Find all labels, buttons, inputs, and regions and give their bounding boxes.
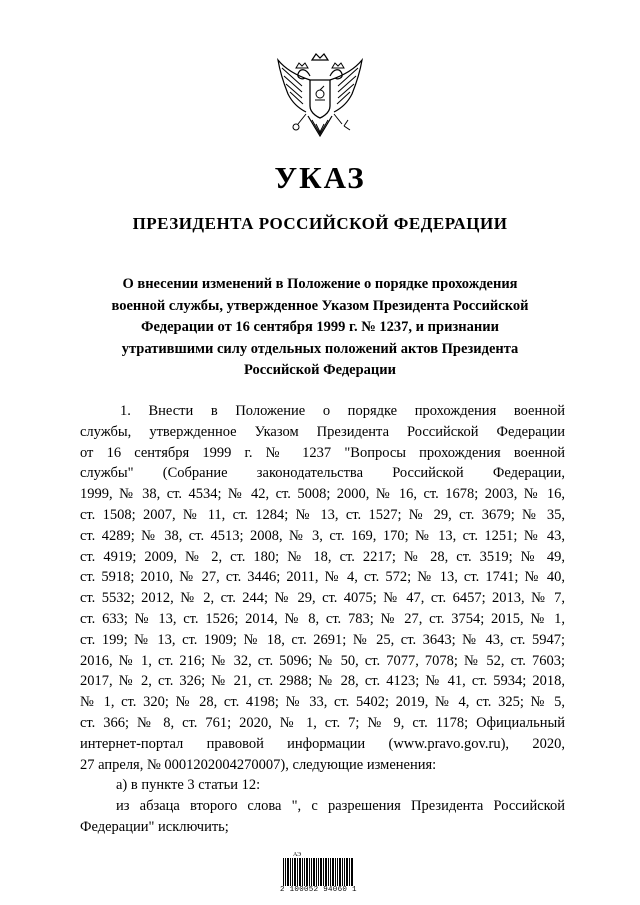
heading-line: военной службы, утвержденное Указом Президента Российской	[111, 297, 529, 314]
coat-of-arms-icon	[272, 50, 368, 150]
body-line: 27 апреля, № 0001202004270007), следующие изменения:	[80, 756, 437, 773]
body-line: ст. 199; № 13, ст. 1909; № 18, ст. 2691; № 25, ст. 3643; № 43, ст. 5947;	[80, 631, 565, 648]
document-title: УКАЗ	[274, 160, 366, 195]
barcode-icon	[283, 858, 353, 886]
body-line: службы" (Собрание законодательства Российской Федерации,	[80, 465, 565, 482]
body-line: от 16 сентября 1999 г. № 1237 "Вопросы прохождения военной	[80, 444, 565, 461]
body-line: ст. 633; № 13, ст. 1526; 2014, № 8, ст. 783; № 27, ст. 3754; 2015, № 1,	[80, 610, 565, 627]
body-line: 1. Внести в Положение о порядке прохождения военной	[120, 403, 565, 419]
body-line: ст. 4919; 2009, № 2, ст. 180; № 18, ст. 2217; № 28, ст. 3519; № 49,	[80, 548, 565, 565]
registration-stamp: АЭ	[293, 852, 302, 858]
body-line: службы, утвержденное Указом Президента Российской Федерации	[80, 423, 565, 440]
heading-line: Российской Федерации	[243, 362, 396, 378]
body-line: 2016, № 1, ст. 216; № 32, ст. 5096; № 50, ст. 7077, 7078; № 52, ст. 7603;	[80, 652, 565, 669]
document-barcode	[280, 852, 357, 894]
heading-line: утратившими силу отдельных положений актов Президента	[121, 340, 519, 357]
body-line: из абзаца второго слова ", с разрешения Президента Российской	[116, 798, 565, 815]
document-heading	[0, 274, 640, 382]
body-line: № 1, ст. 320; № 28, ст. 4198; № 33, ст. 5402; 2019, № 4, ст. 325; № 5,	[80, 694, 565, 711]
body-line: ст. 4289; № 38, ст. 4513; 2008, № 3, ст. 169, 170; № 13, ст. 1251; № 43,	[80, 527, 565, 544]
barcode-number: 2 100052 94060 1	[280, 886, 357, 894]
body-line: ст. 5918; 2010, № 27, ст. 3446; 2011, № 4, ст. 572; № 13, ст. 1741; № 40,	[80, 569, 565, 586]
body-line: ст. 5532; 2012, № 2, ст. 244; № 29, ст. 4075; № 47, ст. 6457; 2013, № 7,	[80, 590, 565, 607]
heading-line: Федерации от 16 сентября 1999 г. № 1237, и признании	[141, 319, 499, 335]
body-line: 1999, № 38, ст. 4534; № 42, ст. 5008; 2000, № 16, ст. 1678; 2003, № 16,	[80, 486, 565, 503]
body-line: 2017, № 2, ст. 326; № 21, ст. 2988; № 28, ст. 4123; № 41, ст. 5934; 2018,	[80, 673, 565, 690]
document-body	[80, 401, 565, 838]
body-line: ст. 366; № 8, ст. 761; 2020, № 1, ст. 7; № 9, ст. 1178; Официальный	[80, 714, 565, 731]
body-line: ст. 1508; 2007, № 11, ст. 1284; № 13, ст. 1527; № 29, ст. 3679; № 35,	[80, 506, 565, 523]
heading-line: О внесении изменений в Положение о порядке прохождения	[122, 276, 518, 292]
body-line: интернет-портал правовой информации (www.pravo.gov.ru), 2020,	[80, 735, 565, 752]
body-line: Федерации" исключить;	[80, 818, 229, 835]
body-line: а) в пункте 3 статьи 12:	[116, 777, 261, 794]
document-subtitle: ПРЕЗИДЕНТА РОССИЙСКОЙ ФЕДЕРАЦИИ	[132, 214, 508, 233]
